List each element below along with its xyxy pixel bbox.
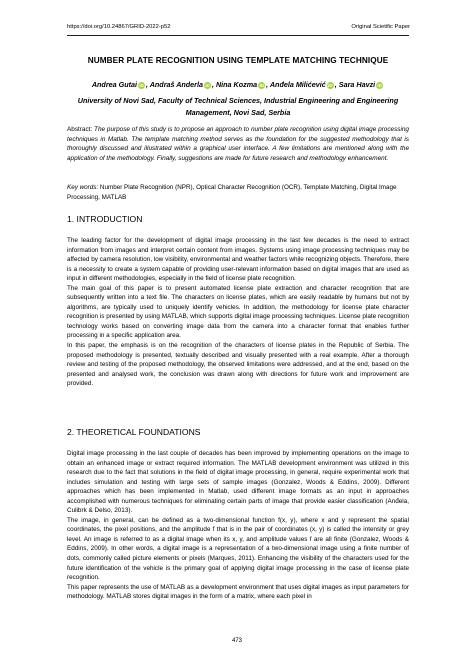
paragraph: The leading factor for the development of digital image processing in the last few decades is the need to extract information from images and interpret certain content from images. Systems using image processing techniques may be affected by camera resolution, low visibility, environmental and weather factors while recognizing objects. Therefore, there is a necessity to create a system capable of providing user-relevant information based on digital images that are used as input in different methodologies, especially in the field of license plate recognition. [67,237,409,283]
orcid-icon[interactable]: iD [328,83,333,88]
page-number: 473 [231,638,242,644]
orcid-icon[interactable]: iD [259,83,264,88]
author-name: Sara Havzi [338,80,376,89]
paragraph: In this paper, the emphasis is on the recognition of the characters of license plates in the Republic of Serbia. The proposed methodology is presented, textually described and visually presented with a real example. After a thorough review and testing of the proposed methodology, the observed limitations were addressed, and at the end, based on the presented and analysed work, the conclusion was drawn along with directions for future work and improvement are provided. [67,342,409,388]
author-separator: , [266,80,270,89]
abstract [67,125,409,163]
doi-link[interactable]: https://doi.org/10.24867/GRID-2022-p52 [67,24,171,30]
paragraph: The image, in general, can be defined as a two-dimensional function f(x, y), where x and y represent the spatial coordinates, the pixel positions, and the amplitude f that is in the pair of coordinates (x, y) is called the intensity or grey level. An image is referred to as a digital image when its x, y, and amplitude values f are all finite (Gonzalez, Woods & Eddins, 2009). In other words, a digital image is a representation of a two-dimensional image using a finite number of dots, commonly called picture elements or pixels (Marques, 2011). Enhancing the visibility of the characters used for the future identification of the vehicle is the primary goal of applying digital image processing in the case of license plate recognition. [67,516,409,582]
section-body-introduction [67,236,409,389]
author-name: Andraš Anderla [149,80,203,89]
paragraph: This paper represents the use of MATLAB as a development environment that uses digital images as input parameters for methodology. MATLAB stores digital images in the form of a matrix, where each pixel in [67,583,409,601]
author-name: Nina Kozma [215,80,258,89]
paper-category: Original Scietific Paper [351,24,410,30]
orcid-icon[interactable]: iD [377,83,382,88]
keywords [67,183,409,202]
paper-title: NUMBER PLATE RECOGNITION USING TEMPLATE MATCHING TECHNIQUE [87,56,389,65]
author-separator: , [145,80,150,89]
orcid-icon[interactable]: iD [205,83,210,88]
section-heading-introduction: 1. INTRODUCTION [67,214,143,224]
keywords-text: Number Plate Recognition (NPR), Optical Character Recognition (OCR), Template Matching, Digital Image Processing, MATLAB [67,184,397,201]
author-separator: , [334,80,339,89]
author-list [67,79,409,90]
paragraph: Digital image processing in the last couple of decades has been improved by implementing operations on the image to obtain an enhanced image or extract required information. The MATLAB development environment was utilized in this research due to the fact that solutions in the field of digital image processing, in general, require experimental work that includes simulation and testing with large sets of sample images (Gonzalez, Woods & Eddins, 2009). Different approaches which has been implemented in Matlab, used different image formats as an input in approaches accomplished with numerous techniques for eliminating certain parts of image that provide easier classification (Anđela, Culibrk & Delso, 2013). [67,450,409,515]
abstract-label: Abstract: [67,126,93,133]
author-separator: , [211,80,216,89]
paragraph: The main goal of this paper is to present automated license plate extraction and character recognition that are subsequently written into a text file. The characters on license plates, which are easily readable by humans but not by algorithms, are typically used to uniquely identify vehicles. In addition, the methodology for license plate character recognition is presented by using MATLAB, which supports digital image processing techniques. License plate recognition technology works based on converting image data from the camera into a character format that enables further processing in a specific application area. [67,284,409,340]
section-body-theoretical-foundations [67,449,409,602]
orcid-icon[interactable]: iD [139,83,144,88]
author-name: Anđela Milićević [269,80,326,89]
abstract-text: The purpose of this study is to propose an approach to number plate recognition using digital image processing techniques in Matlab. The template matching method serves as the foundation for the suggested methodology that is thoroughly discussed and illustrated within a graphical user interface. A few limitations are mentioned along with the application of the methodology. Finally, suggestions are made for future research and methodology enhancement. [67,126,409,162]
affiliation: University of Novi Sad, Faculty of Technical Sciences, Industrial Engineering and Engineering Management, Novi Sad, Serbia [77,96,399,117]
author-name: Andrea Gutai [91,80,137,89]
header-rule [67,35,409,36]
keywords-label: Key words: [67,184,99,191]
section-heading-theoretical-foundations: 2. THEORETICAL FOUNDATIONS [67,427,201,437]
